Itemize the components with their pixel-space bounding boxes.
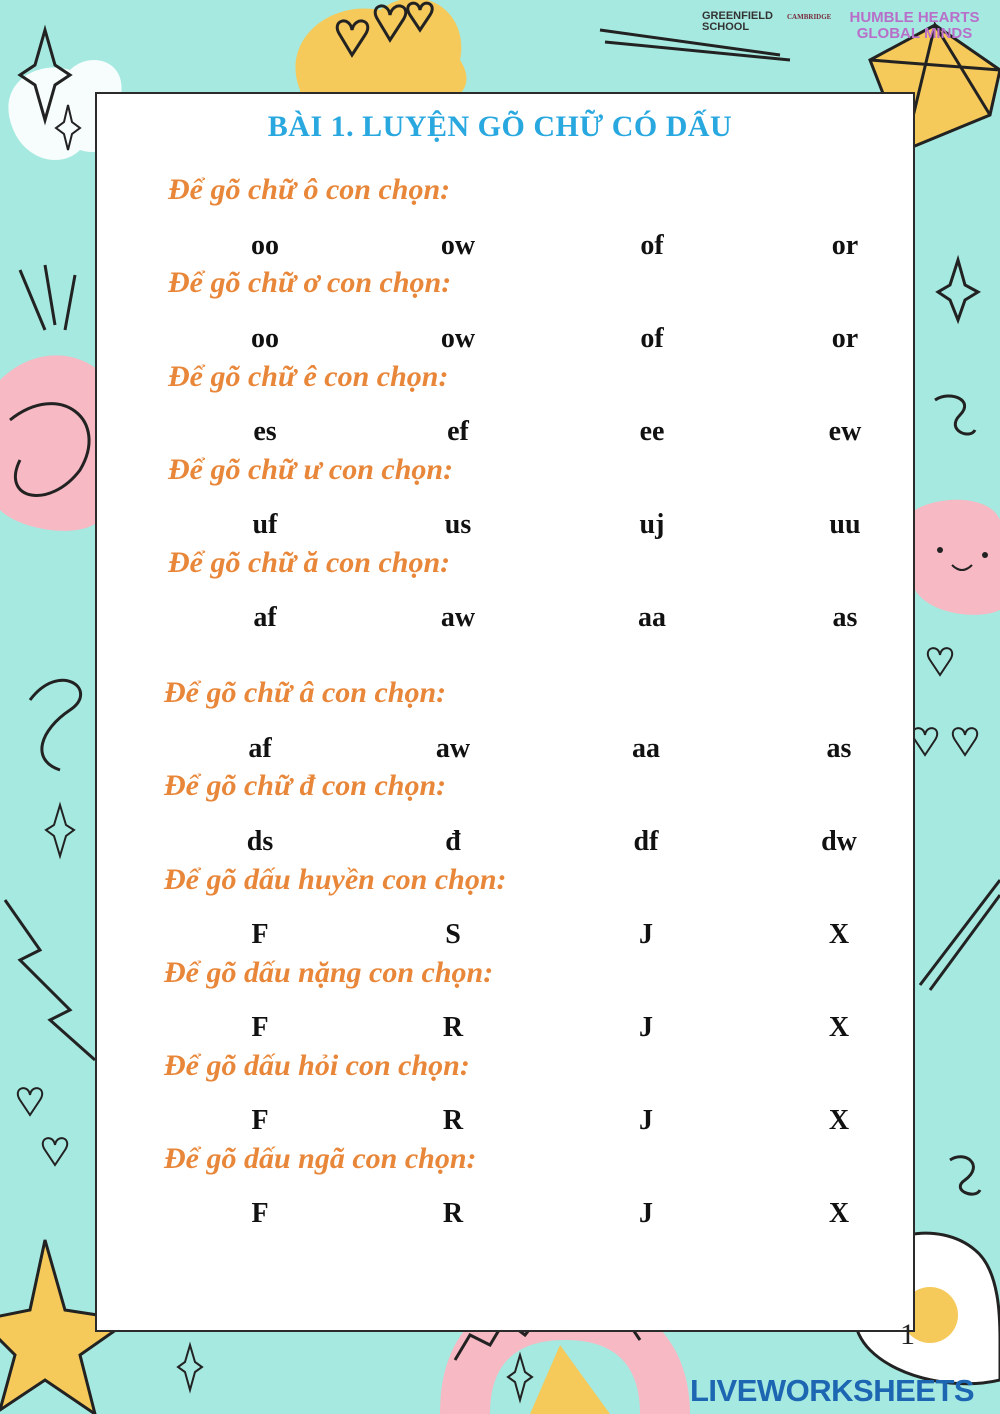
answer-option[interactable]: uj [639,509,665,540]
answer-option[interactable]: af [248,733,272,764]
question-prompt: Để gõ chữ ă con chọn: [168,546,451,579]
question-prompt: Để gõ dấu huyền con chọn: [164,863,507,896]
answer-option[interactable]: or [831,230,859,261]
answer-option[interactable]: aa [632,733,660,764]
answer-option[interactable]: ee [639,416,665,447]
answer-option[interactable]: uf [252,509,278,540]
answer-option[interactable]: ow [440,323,476,354]
answer-option[interactable]: ew [828,416,862,447]
answer-option[interactable]: es [253,416,277,447]
answer-option[interactable]: R [442,1012,464,1043]
answer-option[interactable]: R [442,1105,464,1136]
question-prompt: Để gõ dấu ngã con chọn: [164,1142,477,1175]
question-prompt: Để gõ chữ ơ con chọn: [168,266,452,299]
worksheet-title: BÀI 1. LUYỆN GÕ CHỮ CÓ DẤU [267,110,733,143]
question-prompt: Để gõ dấu nặng con chọn: [164,956,494,989]
answer-option[interactable]: J [639,1105,653,1136]
answer-option[interactable]: ow [440,230,476,261]
partner-name: CAMBRIDGE [787,13,832,21]
question-prompt: Để gõ chữ ê con chọn: [168,360,449,393]
answer-option[interactable]: df [633,826,659,857]
slogan-text: HUMBLE HEARTS GLOBAL MINDS [849,9,980,42]
answer-option[interactable]: đ [445,826,461,857]
answer-option[interactable]: of [640,230,664,261]
answer-option[interactable]: J [639,919,653,950]
answer-option[interactable]: R [442,1198,464,1229]
answer-option[interactable]: as [826,733,852,764]
answer-option[interactable]: F [251,919,269,950]
page-number: 1 [900,1318,915,1351]
question-prompt: Để gõ chữ ư con chọn: [168,453,454,486]
answer-option[interactable]: or [831,323,859,354]
answer-option[interactable]: X [828,1198,850,1229]
answer-option[interactable]: F [251,1198,269,1229]
answer-option[interactable]: aw [435,733,471,764]
answer-option[interactable]: X [828,1012,850,1043]
liveworksheets-brand: LIVEWORKSHEETS [690,1373,975,1408]
question-prompt: Để gõ chữ đ con chọn: [164,769,447,802]
answer-option[interactable]: aw [440,602,476,633]
yellow-cloud-decoration [295,0,466,103]
answer-option[interactable]: uu [829,509,861,540]
answer-option[interactable]: S [445,919,461,950]
answer-option[interactable]: oo [251,230,279,261]
partner-logo [787,12,831,23]
answer-option[interactable]: ds [246,826,274,857]
question-prompt: Để gõ dấu hỏi con chọn: [164,1049,470,1082]
answer-option[interactable]: X [828,919,850,950]
answer-option[interactable]: of [640,323,664,354]
answer-option[interactable]: af [253,602,277,633]
pink-face-decoration [915,500,1000,615]
answer-option[interactable]: F [251,1105,269,1136]
answer-option[interactable]: J [639,1198,653,1229]
answer-option[interactable]: oo [251,323,279,354]
answer-option[interactable]: ef [447,416,469,447]
slogan-logo [847,10,982,42]
answer-option[interactable]: as [832,602,858,633]
answer-option[interactable]: aa [638,602,666,633]
answer-option[interactable]: F [251,1012,269,1043]
school-name: GREENFIELD SCHOOL [702,10,773,33]
question-prompt: Để gõ chữ ô con chọn: [168,173,451,206]
answer-option[interactable]: J [639,1012,653,1043]
question-prompt: Để gõ chữ â con chọn: [164,676,447,709]
answer-option[interactable]: dw [821,826,857,857]
answer-option[interactable]: us [444,509,472,540]
school-logo [702,11,782,33]
answer-option[interactable]: X [828,1105,850,1136]
